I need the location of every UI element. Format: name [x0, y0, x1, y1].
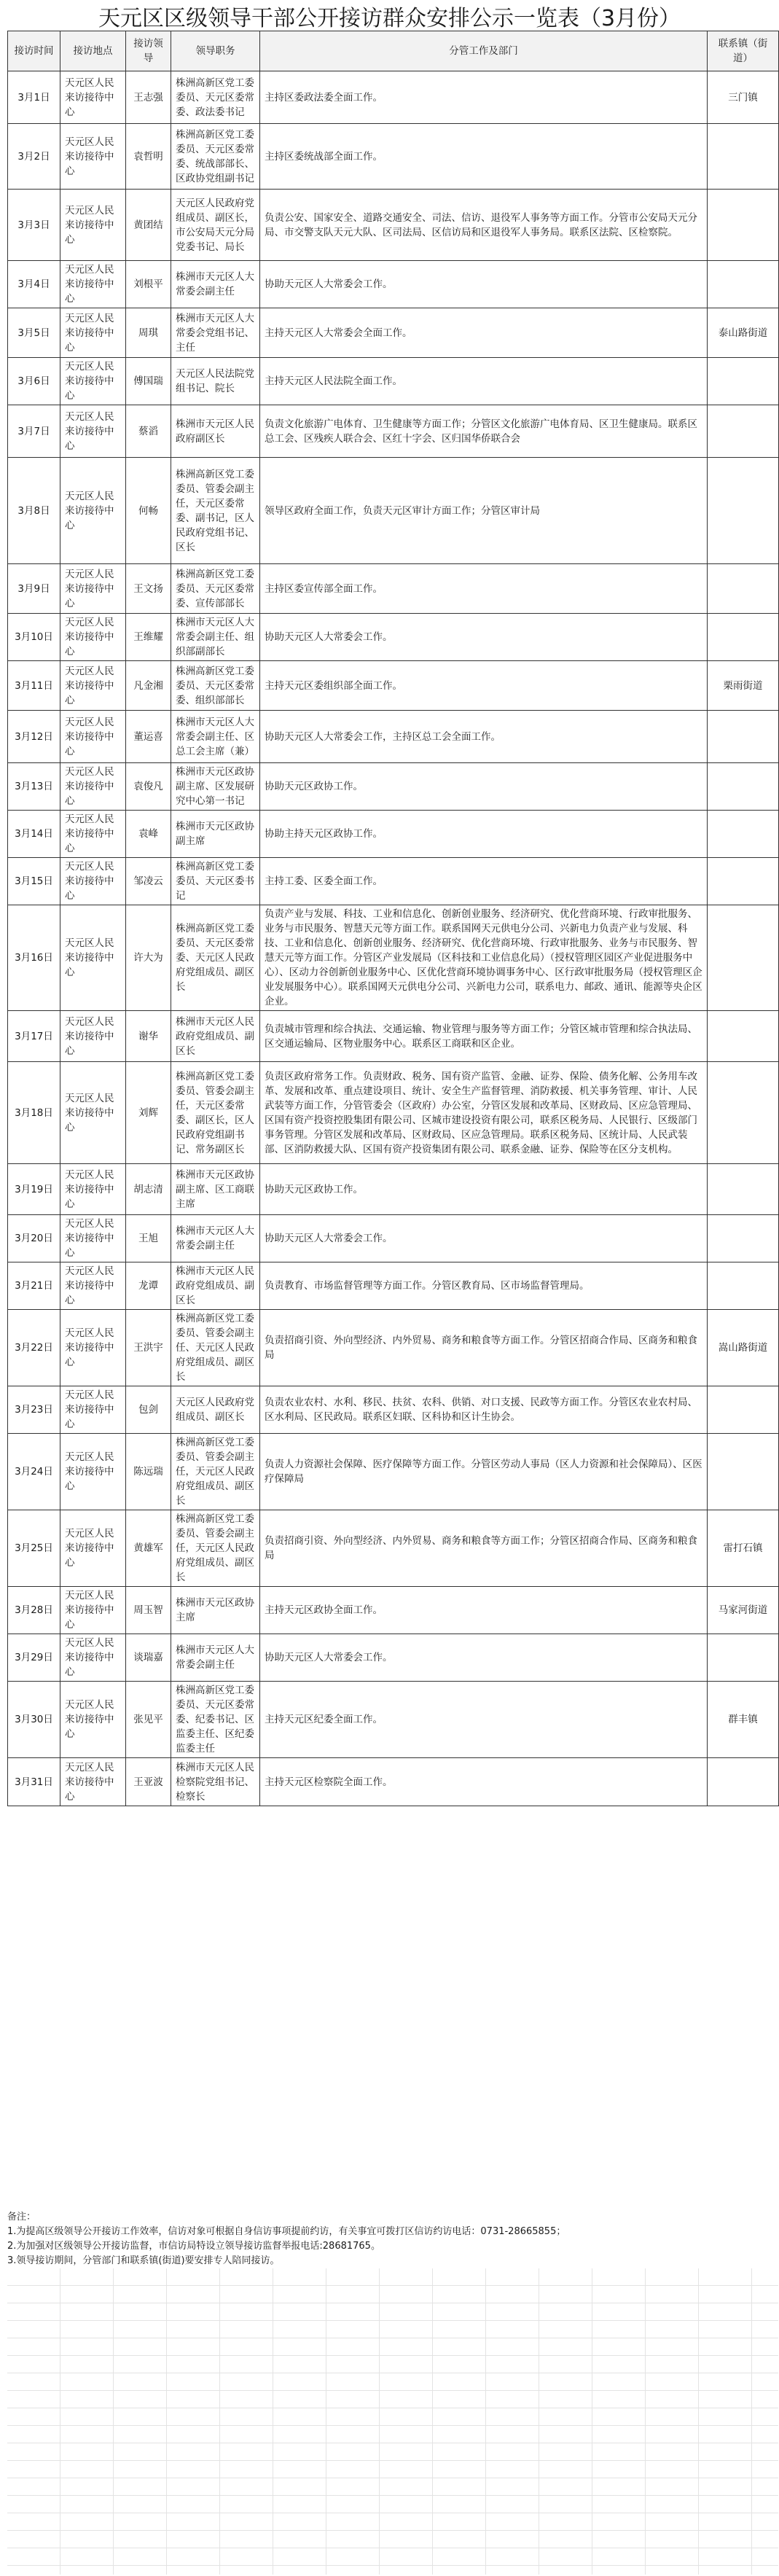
- cell-duty: 协助天元区政协工作。: [260, 1164, 708, 1215]
- cell-place: 天元区人民来访接待中心: [60, 261, 126, 308]
- cell-leader: 周玉智: [126, 1587, 171, 1634]
- note-line-3: 3.领导接访期间，分管部门和联系镇(街道)要安排专人陪同接访。: [7, 2255, 280, 2266]
- cell-place: 天元区人民来访接待中心: [60, 1587, 126, 1634]
- header-place: 接访地点: [60, 31, 126, 71]
- cell-position: 株洲市天元区人大常委会党组书记、主任: [171, 308, 260, 358]
- cell-town: [708, 1758, 779, 1806]
- cell-leader: 邹凌云: [126, 858, 171, 905]
- table-row: [8, 711, 779, 763]
- cell-date: 3月22日: [8, 1310, 60, 1386]
- cell-position: 株洲高新区党工委委员、天元区委常委、宣传部部长: [171, 564, 260, 614]
- cell-duty: 负责农业农村、水利、移民、扶贫、农科、供销、对口支援、民政等方面工作。分管区农业农村局、区水利局、区民政局。联系区妇联、区科协和区计生协会。: [260, 1386, 708, 1434]
- cell-leader: 陈远瑞: [126, 1434, 171, 1510]
- cell-town: [708, 1164, 779, 1215]
- cell-leader: 黄团结: [126, 190, 171, 261]
- cell-town: [708, 763, 779, 811]
- cell-leader: 张见平: [126, 1682, 171, 1758]
- cell-date: 3月7日: [8, 405, 60, 458]
- cell-date: 3月11日: [8, 661, 60, 711]
- cell-town: [708, 358, 779, 405]
- cell-position: 株洲市天元区人民政府党组成员、副区长: [171, 1262, 260, 1310]
- cell-duty: 协助主持天元区政协工作。: [260, 811, 708, 858]
- cell-position: 株洲市天元区人大常委会副主任: [171, 1634, 260, 1682]
- cell-date: 3月31日: [8, 1758, 60, 1806]
- cell-place: 天元区人民来访接待中心: [60, 308, 126, 358]
- note-line-1: 1.为提高区级领导公开接访工作效率，信访对象可根据自身信访事项提前约访，有关事宜可拨打区信访约访电话：0731-28665855；: [7, 2226, 566, 2237]
- cell-position: 株洲高新区党工委委员、管委会副主任，天元区委常委、副书记，区人民政府党组书记、区长: [171, 458, 260, 564]
- cell-date: 3月10日: [8, 614, 60, 661]
- cell-date: 3月1日: [8, 71, 60, 124]
- cell-date: 3月23日: [8, 1386, 60, 1434]
- cell-date: 3月29日: [8, 1634, 60, 1682]
- cell-town: [708, 1215, 779, 1262]
- cell-date: 3月2日: [8, 124, 60, 190]
- cell-town: 栗雨街道: [708, 661, 779, 711]
- cell-date: 3月28日: [8, 1587, 60, 1634]
- cell-duty: 主持区委宣传部全面工作。: [260, 564, 708, 614]
- table-row: [8, 1215, 779, 1262]
- cell-leader: 凡金湘: [126, 661, 171, 711]
- table-row: [8, 811, 779, 858]
- cell-leader: 刘根平: [126, 261, 171, 308]
- cell-date: 3月17日: [8, 1011, 60, 1062]
- table-row: [8, 1011, 779, 1062]
- cell-position: 株洲高新区党工委委员、管委会副主任、天元区人民政府党组成员、副区长: [171, 1310, 260, 1386]
- table-row: [8, 858, 779, 905]
- cell-town: 雷打石镇: [708, 1510, 779, 1587]
- table-row: [8, 261, 779, 308]
- cell-date: 3月9日: [8, 564, 60, 614]
- cell-position: 天元区人民政府党组成员、副区长，市公安局天元分局党委书记、局长: [171, 190, 260, 261]
- header-date: 接访时间: [8, 31, 60, 71]
- cell-place: 天元区人民来访接待中心: [60, 1262, 126, 1310]
- cell-position: 株洲市天元区人大常委会副主任: [171, 261, 260, 308]
- cell-place: 天元区人民来访接待中心: [60, 858, 126, 905]
- page-title: 天元区区级领导干部公开接访群众安排公示一览表（3月份）: [98, 6, 681, 31]
- cell-date: 3月19日: [8, 1164, 60, 1215]
- cell-leader: 许大为: [126, 905, 171, 1011]
- cell-date: 3月18日: [8, 1062, 60, 1164]
- cell-position: 株洲市天元区人民检察院党组书记、检察长: [171, 1758, 260, 1806]
- cell-duty: 负责产业与发展、科技、工业和信息化、创新创业服务、经济研究、优化营商环境、行政审批服务、业务与市民服务、智慧天元等方面工作。联系国网天元供电分公司、兴新电力负责产业与发展、科技、工业和信息化、创新创业服务、经济研究、优化营商环境、行政审批服务、业务与市民服务、智慧天元等方面工作。分管区产业发展局（区科技和工业信息化局）（授权管理区园区产业促进服务中心）、区动力谷创新创业服务中心、区优化营商环境协调事务中心、区行政审批服务局（授权管理区企业发展服务中心）。联系国网天元供电分公司、兴新电力公司，联系电力、邮政、通讯、能源等央企区企业。: [260, 905, 708, 1011]
- cell-date: 3月8日: [8, 458, 60, 564]
- header-position: 领导职务: [171, 31, 260, 71]
- cell-place: 天元区人民来访接待中心: [60, 1062, 126, 1164]
- cell-place: 天元区人民来访接待中心: [60, 1011, 126, 1062]
- cell-place: 天元区人民来访接待中心: [60, 811, 126, 858]
- table-row: [8, 190, 779, 261]
- cell-position: 株洲市天元区人民政府党组成员、副区长: [171, 1011, 260, 1062]
- cell-leader: 袁俊凡: [126, 763, 171, 811]
- cell-leader: 蔡滔: [126, 405, 171, 458]
- table-row: [8, 1062, 779, 1164]
- cell-place: 天元区人民来访接待中心: [60, 1634, 126, 1682]
- cell-date: 3月12日: [8, 711, 60, 763]
- cell-position: 株洲高新区党工委委员、天元区委常委、政法委书记: [171, 71, 260, 124]
- table-row: [8, 1262, 779, 1310]
- cell-town: [708, 711, 779, 763]
- cell-leader: 周琪: [126, 308, 171, 358]
- cell-place: 天元区人民来访接待中心: [60, 190, 126, 261]
- cell-date: 3月20日: [8, 1215, 60, 1262]
- cell-duty: 主持天元区政协全面工作。: [260, 1587, 708, 1634]
- cell-place: 天元区人民来访接待中心: [60, 1682, 126, 1758]
- cell-town: [708, 858, 779, 905]
- cell-place: 天元区人民来访接待中心: [60, 1164, 126, 1215]
- cell-place: 天元区人民来访接待中心: [60, 1434, 126, 1510]
- cell-leader: 王旭: [126, 1215, 171, 1262]
- cell-position: 株洲市天元区人大常委会副主任、区总工会主席（兼）: [171, 711, 260, 763]
- cell-place: 天元区人民来访接待中心: [60, 124, 126, 190]
- table-row: [8, 661, 779, 711]
- cell-date: 3月3日: [8, 190, 60, 261]
- cell-position: 株洲市天元区人大常委会副主任、组织部副部长: [171, 614, 260, 661]
- cell-duty: 协助天元区人大常委会工作。: [260, 1215, 708, 1262]
- cell-place: 天元区人民来访接待中心: [60, 1510, 126, 1587]
- cell-leader: 王文扬: [126, 564, 171, 614]
- table-row: [8, 905, 779, 1011]
- cell-date: 3月24日: [8, 1434, 60, 1510]
- cell-duty: 主持天元区人民法院全面工作。: [260, 358, 708, 405]
- table-header-row: [8, 31, 779, 71]
- table-row: [8, 1682, 779, 1758]
- table-row: [8, 71, 779, 124]
- cell-date: 3月16日: [8, 905, 60, 1011]
- cell-town: [708, 124, 779, 190]
- cell-date: 3月6日: [8, 358, 60, 405]
- cell-leader: 谢华: [126, 1011, 171, 1062]
- cell-duty: 协助天元区人大常委会工作，主持区总工会全面工作。: [260, 711, 708, 763]
- cell-town: [708, 1011, 779, 1062]
- cell-duty: 主持天元区检察院全面工作。: [260, 1758, 708, 1806]
- visit-schedule-table: [7, 31, 779, 1806]
- cell-town: [708, 1062, 779, 1164]
- cell-town: 三门镇: [708, 71, 779, 124]
- cell-position: 天元区人民法院党组书记、院长: [171, 358, 260, 405]
- table-body: [8, 71, 779, 1806]
- cell-town: [708, 458, 779, 564]
- table-row: [8, 358, 779, 405]
- cell-position: 株洲市天元区政协副主席: [171, 811, 260, 858]
- cell-place: 天元区人民来访接待中心: [60, 71, 126, 124]
- cell-place: 天元区人民来访接待中心: [60, 1310, 126, 1386]
- cell-leader: 袁哲明: [126, 124, 171, 190]
- cell-position: 株洲市天元区政协副主席、区工商联主席: [171, 1164, 260, 1215]
- cell-place: 天元区人民来访接待中心: [60, 358, 126, 405]
- cell-place: 天元区人民来访接待中心: [60, 1215, 126, 1262]
- cell-place: 天元区人民来访接待中心: [60, 661, 126, 711]
- cell-position: 株洲市天元区政协副主席、区发展研究中心第一书记: [171, 763, 260, 811]
- cell-town: 嵩山路街道: [708, 1310, 779, 1386]
- table-row: [8, 1310, 779, 1386]
- cell-place: 天元区人民来访接待中心: [60, 405, 126, 458]
- cell-duty: 协助天元区人大常委会工作。: [260, 1634, 708, 1682]
- table-row: [8, 405, 779, 458]
- cell-duty: 负责招商引资、外向型经济、内外贸易、商务和粮食等方面工作；分管区招商合作局、区商务和粮食局: [260, 1510, 708, 1587]
- cell-duty: 负责文化旅游广电体育、卫生健康等方面工作；分管区文化旅游广电体育局、区卫生健康局。联系区总工会、区残疾人联合会、区红十字会、区归国华侨联合会: [260, 405, 708, 458]
- cell-leader: 龙谭: [126, 1262, 171, 1310]
- cell-duty: 负责城市管理和综合执法、交通运输、物业管理与服务等方面工作；分管区城市管理和综合执法局、区交通运输局、区物业服务中心。联系区工商联和区企业。: [260, 1011, 708, 1062]
- cell-place: 天元区人民来访接待中心: [60, 458, 126, 564]
- cell-town: 泰山路街道: [708, 308, 779, 358]
- cell-duty: 负责区政府常务工作。负责财政、税务、国有资产监管、金融、证券、保险、债务化解、公务用车改革、发展和改革、重点建设项目、统计、安全生产监督管理、消防救援、机关事务管理、审计、人民武装等方面工作，分管管委会（区政府）办公室，分管区发展和改革局、区财政局、区应急管理局、区国有资产投资控股集团有限公司、区城市建设投资有限公司，联系区税务局、人民银行、区级部门事务管理。分管区发展和改革局、区财政局、区应急管理局。联系区税务局、区统计局、人民武装部、区消防救援大队、区国有资产投资集团有限公司、联系金融、证券、保险等在区分支机构。: [260, 1062, 708, 1164]
- table-row: [8, 124, 779, 190]
- cell-date: 3月21日: [8, 1262, 60, 1310]
- table-row: [8, 1634, 779, 1682]
- blank-spreadsheet-grid: [7, 2268, 778, 2575]
- cell-leader: 王维耀: [126, 614, 171, 661]
- cell-town: [708, 1434, 779, 1510]
- cell-place: 天元区人民来访接待中心: [60, 1386, 126, 1434]
- cell-duty: 主持区委统战部全面工作。: [260, 124, 708, 190]
- header-town: 联系镇（街道）: [708, 31, 779, 71]
- cell-town: [708, 405, 779, 458]
- cell-town: [708, 1634, 779, 1682]
- cell-place: 天元区人民来访接待中心: [60, 564, 126, 614]
- cell-duty: 负责教育、市场监督管理等方面工作。分管区教育局、区市场监督管理局。: [260, 1262, 708, 1310]
- table-row: [8, 614, 779, 661]
- cell-town: 群丰镇: [708, 1682, 779, 1758]
- cell-town: [708, 564, 779, 614]
- cell-duty: 负责招商引资、外向型经济、内外贸易、商务和粮食等方面工作。分管区招商合作局、区商务和粮食局: [260, 1310, 708, 1386]
- cell-position: 株洲高新区党工委委员、管委会副主任，天元区委常委、副区长，区人民政府党组副书记、常务副区长: [171, 1062, 260, 1164]
- cell-date: 3月4日: [8, 261, 60, 308]
- table-row: [8, 1386, 779, 1434]
- cell-place: 天元区人民来访接待中心: [60, 905, 126, 1011]
- cell-place: 天元区人民来访接待中心: [60, 763, 126, 811]
- cell-leader: 王洪宇: [126, 1310, 171, 1386]
- cell-position: 株洲高新区党工委委员、天元区委常委、天元区人民政府党组成员、副区长: [171, 905, 260, 1011]
- cell-date: 3月25日: [8, 1510, 60, 1587]
- cell-duty: 主持天元区人大常委会全面工作。: [260, 308, 708, 358]
- table-row: [8, 458, 779, 564]
- cell-duty: 主持天元区纪委全面工作。: [260, 1682, 708, 1758]
- cell-leader: 王亚波: [126, 1758, 171, 1806]
- cell-position: 株洲高新区党工委委员、天元区委常委、统战部部长、区政协党组副书记: [171, 124, 260, 190]
- cell-leader: 刘辉: [126, 1062, 171, 1164]
- cell-leader: 王志强: [126, 71, 171, 124]
- cell-position: 株洲高新区党工委委员、天元区委书记: [171, 858, 260, 905]
- table-row: [8, 1510, 779, 1587]
- cell-town: [708, 1386, 779, 1434]
- cell-date: 3月15日: [8, 858, 60, 905]
- table-row: [8, 1434, 779, 1510]
- notes-section: [7, 2210, 778, 2268]
- cell-date: 3月30日: [8, 1682, 60, 1758]
- cell-position: 天元区人民政府党组成员、副区长: [171, 1386, 260, 1434]
- table-row: [8, 763, 779, 811]
- cell-place: 天元区人民来访接待中心: [60, 614, 126, 661]
- cell-duty: 负责人力资源社会保障、医疗保障等方面工作。分管区劳动人事局（区人力资源和社会保障局）、区医疗保障局: [260, 1434, 708, 1510]
- cell-duty: 负责公安、国家安全、道路交通安全、司法、信访、退役军人事务等方面工作。分管市公安局天元分局、市交警支队天元大队、区司法局、区信访局和区退役军人事务局。联系区法院、区检察院。: [260, 190, 708, 261]
- cell-duty: 主持区委政法委全面工作。: [260, 71, 708, 124]
- cell-town: [708, 261, 779, 308]
- cell-leader: 黄雄军: [126, 1510, 171, 1587]
- cell-date: 3月13日: [8, 763, 60, 811]
- notes-heading: 备注：: [7, 2212, 36, 2222]
- cell-duty: 协助天元区政协工作。: [260, 763, 708, 811]
- cell-leader: 胡志清: [126, 1164, 171, 1215]
- table-row: [8, 564, 779, 614]
- cell-leader: 谈瑞嘉: [126, 1634, 171, 1682]
- cell-town: [708, 905, 779, 1011]
- cell-duty: 协助天元区人大常委会工作。: [260, 261, 708, 308]
- table-row: [8, 308, 779, 358]
- cell-duty: 协助天元区人大常委会工作。: [260, 614, 708, 661]
- cell-date: 3月14日: [8, 811, 60, 858]
- header-leader: 接访领导: [126, 31, 171, 71]
- cell-leader: 袁峰: [126, 811, 171, 858]
- note-line-2: 2.为加强对区级领导公开接访监督，市信访局特设立领导接访监督举报电话:28681765。: [7, 2241, 380, 2252]
- cell-duty: 主持天元区委组织部全面工作。: [260, 661, 708, 711]
- cell-town: 马家河街道: [708, 1587, 779, 1634]
- table-row: [8, 1758, 779, 1806]
- table-row: [8, 1164, 779, 1215]
- cell-place: 天元区人民来访接待中心: [60, 1758, 126, 1806]
- cell-leader: 董运喜: [126, 711, 171, 763]
- cell-duty: 领导区政府全面工作，负责天元区审计方面工作；分管区审计局: [260, 458, 708, 564]
- cell-position: 株洲高新区党工委委员、管委会副主任，天元区人民政府党组成员、副区长: [171, 1434, 260, 1510]
- cell-duty: 主持工委、区委全面工作。: [260, 858, 708, 905]
- cell-town: [708, 190, 779, 261]
- cell-town: [708, 1262, 779, 1310]
- cell-position: 株洲市天元区人民政府副区长: [171, 405, 260, 458]
- cell-leader: 包剑: [126, 1386, 171, 1434]
- cell-position: 株洲市天元区政协主席: [171, 1587, 260, 1634]
- cell-leader: 何畅: [126, 458, 171, 564]
- table-row: [8, 1587, 779, 1634]
- cell-date: 3月5日: [8, 308, 60, 358]
- cell-position: 株洲市天元区人大常委会副主任: [171, 1215, 260, 1262]
- cell-leader: 傅国瑞: [126, 358, 171, 405]
- header-duty: 分管工作及部门: [260, 31, 708, 71]
- cell-place: 天元区人民来访接待中心: [60, 711, 126, 763]
- cell-town: [708, 614, 779, 661]
- cell-town: [708, 811, 779, 858]
- cell-position: 株洲高新区党工委委员、管委会副主任，天元区人民政府党组成员、副区长: [171, 1510, 260, 1587]
- cell-position: 株洲高新区党工委委员、天元区委常委、组织部部长: [171, 661, 260, 711]
- cell-position: 株洲高新区党工委委员、天元区委常委、纪委书记、区监委主任、区纪委监委主任: [171, 1682, 260, 1758]
